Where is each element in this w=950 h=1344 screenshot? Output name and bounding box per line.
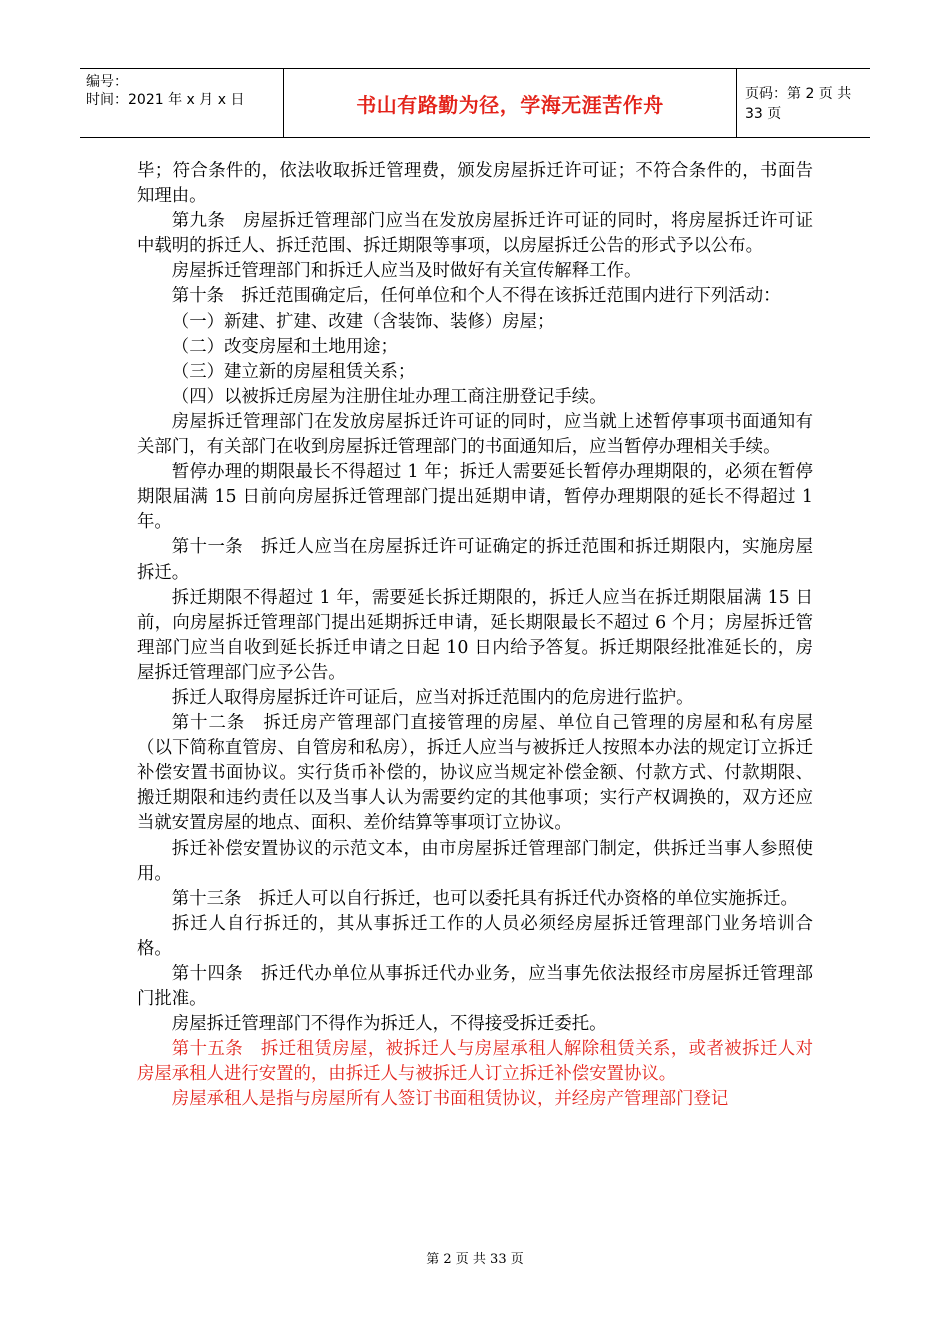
header-meta-cell xyxy=(80,69,284,137)
header-page-number: 页码：第 2 页 共 33 页 xyxy=(745,86,852,122)
body-paragraph: 拆迁人取得房屋拆迁许可证后，应当对拆迁范围内的危房进行监护。 xyxy=(171,687,694,708)
header-page-cell xyxy=(737,69,870,137)
document-header xyxy=(80,68,870,138)
body-paragraph: （三）建立新的房屋租赁关系； xyxy=(171,361,416,382)
body-paragraph: 第九条 房屋拆迁管理部门应当在发放房屋拆迁许可证的同时，将房屋拆迁许可证中载明的拆迁人、拆迁范围、拆迁期限等事项，以房屋拆迁公告的形式予以公布。 xyxy=(137,211,813,257)
body-paragraph: 房屋拆迁管理部门和拆迁人应当及时做好有关宣传解释工作。 xyxy=(171,261,642,282)
body-paragraph: 房屋承租人是指与房屋所有人签订书面租赁协议，并经房产管理部门登记 xyxy=(171,1089,729,1110)
body-paragraph: 第十二条 拆迁房产管理部门直接管理的房屋、单位自己管理的房屋和私有房屋（以下简称直管房、自管房和私房），拆迁人应当与被拆迁人按照本办法的规定订立拆迁补偿安置书面协议。实行货币补偿的，协议应当规定补偿金额、付款方式、付款期限、搬迁期限和违约责任以及当事人认为需要约定的其他事项；实行产权调换的，双方还应当就安置房屋的地点、面积、差价结算等事项订立协议。 xyxy=(137,713,813,834)
body-paragraph: 第十五条 拆迁租赁房屋，被拆迁人与房屋承租人解除租赁关系，或者被拆迁人对房屋承租人进行安置的，由拆迁人与被拆迁人订立拆迁补偿安置协议。 xyxy=(137,1039,813,1085)
document-date-label: 时间：2021 年 x 月 x 日 xyxy=(86,92,245,108)
document-number-label: 编号： xyxy=(86,74,128,90)
body-paragraph: 房屋拆迁管理部门不得作为拆迁人，不得接受拆迁委托。 xyxy=(171,1014,607,1035)
body-paragraph: （二）改变房屋和土地用途； xyxy=(171,336,398,357)
header-motto-cell xyxy=(284,69,737,137)
document-body xyxy=(137,159,813,1113)
body-paragraph: 拆迁人自行拆迁的，其从事拆迁工作的人员必须经房屋拆迁管理部门业务培训合格。 xyxy=(137,913,813,959)
body-paragraph: 拆迁补偿安置协议的示范文本，由市房屋拆迁管理部门制定，供拆迁当事人参照使用。 xyxy=(137,838,813,884)
body-paragraph: 第十一条 拆迁人应当在房屋拆迁许可证确定的拆迁范围和拆迁期限内，实施房屋拆迁。 xyxy=(137,537,813,583)
body-paragraph: 第十四条 拆迁代办单位从事拆迁代办业务，应当事先依法报经市房屋拆迁管理部门批准。 xyxy=(137,964,813,1010)
body-paragraph: 毕；符合条件的，依法收取拆迁管理费，颁发房屋拆迁许可证；不符合条件的，书面告知理由。 xyxy=(137,161,813,207)
header-motto: 书山有路勤为径，学海无涯苦作舟 xyxy=(356,92,664,117)
body-paragraph: （四）以被拆迁房屋为注册住址办理工商注册登记手续。 xyxy=(171,386,607,407)
page-footer: 第 2 页 共 33 页 xyxy=(426,1252,524,1267)
body-paragraph: 暂停办理的期限最长不得超过 1 年；拆迁人需要延长暂停办理期限的，必须在暂停期限届满 15 日前向房屋拆迁管理部门提出延期申请，暂停办理期限的延长不得超过 1 年。 xyxy=(137,462,813,533)
body-paragraph: （一）新建、扩建、改建（含装饰、装修）房屋； xyxy=(171,311,555,332)
body-paragraph: 拆迁期限不得超过 1 年，需要延长拆迁期限的，拆迁人应当在拆迁期限届满 15 日前，向房屋拆迁管理部门提出延期拆迁申请，延长期限最长不超过 6 个月；房屋拆迁管理部门应当自收到延长拆迁申请之日起 10 日内给予答复。拆迁期限经批准延长的，房屋拆迁管理部门应予公告。 xyxy=(137,587,813,683)
body-paragraph: 第十三条 拆迁人可以自行拆迁，也可以委托具有拆迁代办资格的单位实施拆迁。 xyxy=(171,888,798,909)
body-paragraph: 房屋拆迁管理部门在发放房屋拆迁许可证的同时，应当就上述暂停事项书面通知有关部门，有关部门在收到房屋拆迁管理部门的书面通知后，应当暂停办理相关手续。 xyxy=(137,411,813,458)
body-paragraph: 第十条 拆迁范围确定后，任何单位和个人不得在该拆迁范围内进行下列活动： xyxy=(171,286,781,307)
